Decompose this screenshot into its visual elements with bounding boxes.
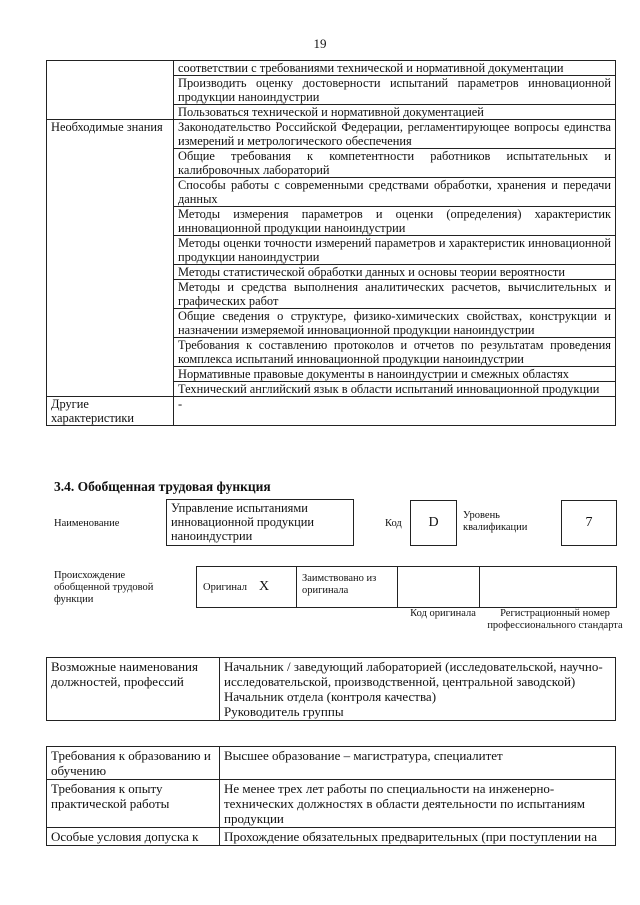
original-label: Оригинал bbox=[203, 582, 247, 593]
origin-label: Происхождение обобщенной трудовой функции bbox=[54, 570, 154, 605]
original-mark: X bbox=[259, 579, 270, 594]
borrowed-cell bbox=[296, 566, 398, 608]
positions-values bbox=[220, 658, 616, 721]
requirement-value: Прохождение обязательных предварительных (при поступлении на bbox=[220, 828, 616, 846]
table-row: Методы статистической обработки данных и основы теории вероятности bbox=[174, 265, 616, 280]
code-original-cell bbox=[397, 566, 480, 608]
table-row: Общие сведения о структуре, физико-химических свойствах, конструкции и назначении измеряемой инновационной продукции наноиндустрии bbox=[174, 309, 616, 338]
level-box bbox=[561, 500, 617, 546]
other-value: - bbox=[174, 397, 616, 426]
table-row: Технический английский язык в области испытаний инновационной продукции bbox=[174, 382, 616, 397]
page-number: 19 bbox=[313, 36, 327, 51]
requirement-label: Особые условия допуска к bbox=[47, 828, 220, 846]
code-label: Код bbox=[385, 518, 402, 529]
name-value: Управление испытаниями инновационной продукции наноиндустрии bbox=[171, 501, 314, 543]
code-box bbox=[410, 500, 457, 546]
other-label: Другие характеристики bbox=[47, 397, 174, 426]
position-item: Руководитель группы bbox=[224, 704, 344, 719]
section-heading: 3.4. Обобщенная трудовая функция bbox=[54, 479, 271, 494]
level-value: 7 bbox=[585, 515, 593, 530]
table-row: Методы и средства выполнения аналитических расчетов, вычислительных и графических работ bbox=[174, 280, 616, 309]
requirement-label: Требования к образованию и обучению bbox=[47, 747, 220, 780]
reg-number-cell bbox=[479, 566, 617, 608]
borrowed-label: Заимствовано из оригинала bbox=[302, 573, 377, 596]
table-row: Общие требования к компетентности работников испытательных и калибровочных лабораторий bbox=[174, 149, 616, 178]
table-row: Способы работы с современными средствами обработки, хранения и передачи данных bbox=[174, 178, 616, 207]
name-box bbox=[166, 499, 354, 546]
knowledge-label: Необходимые знания bbox=[47, 120, 174, 397]
positions-label: Возможные наименования должностей, профессий bbox=[47, 658, 220, 721]
requirement-value: Не менее трех лет работы по специальности на инженерно-технических должностях в области деятельности по испытаниям продукции bbox=[220, 780, 616, 828]
code-value: D bbox=[428, 515, 439, 530]
positions-table bbox=[46, 657, 616, 721]
table-cell-empty bbox=[47, 61, 174, 120]
table-row: Методы оценки точности измерений параметров и характеристик инновационной продукции наноиндустрии bbox=[174, 236, 616, 265]
level-label: Уровень квалификации bbox=[463, 510, 528, 533]
table-row: Производить оценку достоверности испытаний параметров инновационной продукции наноиндустрии bbox=[174, 76, 616, 105]
requirement-value: Высшее образование – магистратура, специалитет bbox=[220, 747, 616, 780]
position-item: Начальник отдела (контроля качества) bbox=[224, 689, 437, 704]
table-row: Требования к составлению протоколов и отчетов по результатам проведения комплекса испытаний инновационной продукции наноиндустрии bbox=[174, 338, 616, 367]
requirement-label: Требования к опыту практической работы bbox=[47, 780, 220, 828]
table-row: соответствии с требованиями технической и нормативной документации bbox=[174, 61, 616, 76]
original-cell bbox=[196, 566, 297, 608]
table-row: Пользоваться технической и нормативной документацией bbox=[174, 105, 616, 120]
table-row: Нормативные правовые документы в наноиндустрии и смежных областях bbox=[174, 367, 616, 382]
reg-number-label: Регистрационный номер профессионального стандарта bbox=[487, 608, 623, 631]
position-item: Начальник / заведующий лабораторией (исследовательской, научно-исследовательской, производственной, центральной заводской) bbox=[224, 659, 603, 689]
table-row: Законодательство Российской Федерации, регламентирующее вопросы единства измерений и метрологического обеспечения bbox=[174, 120, 616, 149]
code-original-label: Код оригинала bbox=[410, 608, 476, 619]
requirements-table bbox=[46, 746, 616, 846]
name-label: Наименование bbox=[54, 518, 120, 529]
knowledge-table bbox=[46, 60, 616, 426]
table-row: Методы измерения параметров и оценки (определения) характеристик инновационной продукции наноиндустрии bbox=[174, 207, 616, 236]
